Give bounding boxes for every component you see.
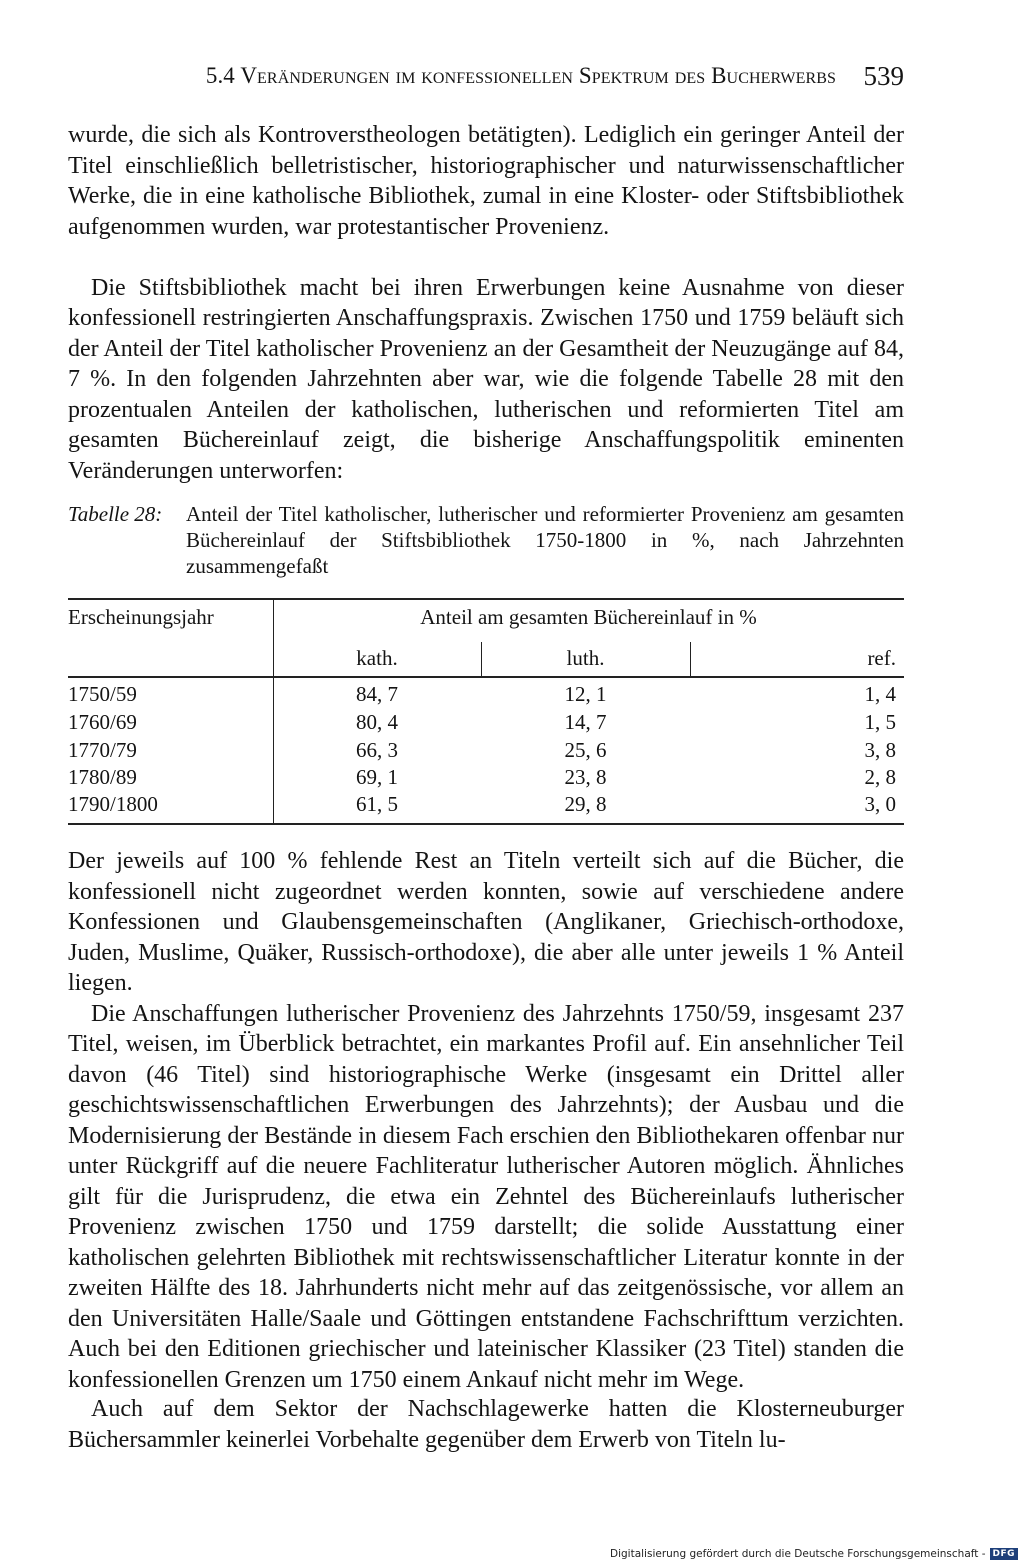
table-cell-ref: 1, 4	[864, 682, 896, 706]
table-cell-kath: 69, 1	[356, 765, 398, 789]
paragraph-3: Der jeweils auf 100 % fehlende Rest an Titeln verteilt sich auf die Bücher, die konfessionell nicht zugeordnet werden konnten, sowie auf verschiedene andere Konfessionen und Glaubensgemeinschaften (Anglikaner, Griechisch-orthodoxe, Juden, Muslime, Quäker, Russisch-orthodoxe), die aber alle unter jeweils 1 % Anteil liegen.	[68, 848, 904, 996]
table-cell-luth: 25, 6	[564, 738, 607, 762]
table-caption-text: Anteil der Titel katholischer, lutherischer und reformierter Provenienz am gesamten Büchereinlauf der Stiftsbibliothek 1750-1800 in %, nach Jahrzehnten zusammengefaßt	[186, 502, 904, 578]
subheader-kath: kath.	[356, 646, 398, 670]
table-cell-luth: 29, 8	[564, 792, 607, 816]
paragraph-2: Die Stiftsbibliothek macht bei ihren Erwerbungen keine Ausnahme von dieser konfessionell restringierten Anschaffungspraxis. Zwischen 1750 und 1759 beläuft sich der Anteil der Titel katholischer Provenienz an der Gesamtheit der Neuzugänge auf 84, 7 %. In den folgenden Jahrzehnten aber war, wie die folgende Tabelle 28 mit den prozentualen Anteilen der katholischen, lutherischen und reformierten Titel am gesamten Büchereinlauf zeigt, die bisherige Anschaffungspolitik eminenten Veränderungen unterworfen:	[68, 274, 904, 484]
subheader-ref: ref.	[867, 646, 896, 670]
table-cell-year: 1790/1800	[68, 792, 158, 816]
table-cell-kath: 66, 3	[356, 738, 398, 762]
table-cell-luth: 23, 8	[564, 765, 607, 789]
table-header-rule	[68, 676, 904, 678]
column-header-year: Erscheinungsjahr	[68, 605, 214, 629]
column-header-share: Anteil am gesamten Büchereinlauf in %	[420, 605, 757, 629]
paragraph-5: Auch auf dem Sektor der Nachschlagewerke hatten die Klosterneuburger Büchersammler keinerlei Vorbehalte gegenüber dem Erwerb von Titeln lu-	[68, 1396, 904, 1453]
subheader-luth: luth.	[566, 646, 605, 670]
running-head-title: 5.4 Veränderungen im konfessionellen Spektrum des Bucherwerbs	[205, 63, 836, 88]
table-cell-ref: 1, 5	[864, 710, 896, 734]
paragraph-1: wurde, die sich als Kontroverstheologen betätigten). Lediglich ein geringer Anteil der Titel einschließlich belletristischer, historiographischer und naturwissenschaftlicher Werke, die in eine katholische Bibliothek, zumal in eine Kloster- oder Stiftsbibliothek aufgenommen wurden, war protestantischer Provenienz.	[68, 122, 904, 240]
table-cell-year: 1750/59	[68, 682, 137, 706]
running-head	[68, 60, 904, 92]
table-cell-kath: 80, 4	[356, 710, 398, 734]
page-number: 539	[863, 61, 904, 91]
table-cell-ref: 3, 0	[864, 792, 896, 816]
digitization-footer	[610, 1548, 1018, 1560]
paragraph-4: Die Anschaffungen lutherischer Provenienz des Jahrzehnts 1750/59, insgesamt 237 Titel, weisen, im Überblick betrachtet, ein markantes Profil auf. Ein ansehnlicher Teil davon (46 Titel) sind historiographische Werke (insgesamt ein Drittel aller geschichtswissenschaftlichen Erwerbungen des Jahrzehnts); der Ausbau und die Modernisierung der Bestände in diesem Fach erschien den Bibliothekaren offenbar nur unter Rückgriff auf die neuere Fachliteratur lutherischer Autoren möglich. Ähnliches gilt für die Jurisprudenz, die etwa ein Zehntel des Büchereinlaufs lutherischer Provenienz zwischen 1750 und 1759 darstellt; die solide Ausstattung einer katholischen gelehrten Bibliothek mit rechtswissenschaftlicher Literatur konnte in der zweiten Hälfte des 18. Jahrhunderts nicht mehr auf das zeitgenössische, vor allem an den Universitäten Halle/Saale und Göttingen entstandene Fachschrifttum verzichten. Auch bei den Editionen griechischer und lateinischer Klassiker (23 Titel) standen die konfessionellen Grenzen um 1750 einem Ankauf nicht mehr im Wege.	[68, 1000, 904, 1393]
table-cell-luth: 14, 7	[564, 710, 607, 734]
table-top-rule	[68, 598, 904, 600]
table-cell-luth: 12, 1	[564, 682, 607, 706]
table-cell-ref: 3, 8	[864, 738, 896, 762]
table-bottom-rule	[68, 823, 904, 825]
table-cell-ref: 2, 8	[864, 765, 896, 789]
table-cell-year: 1760/69	[68, 710, 137, 734]
table-cell-kath: 61, 5	[356, 792, 398, 816]
footer-text: Digitalisierung gefördert durch die Deutsche Forschungsgemeinschaft -	[610, 1548, 986, 1560]
dfg-logo: DFG	[990, 1548, 1018, 1560]
table-cell-year: 1780/89	[68, 765, 137, 789]
table-cell-kath: 84, 7	[356, 682, 398, 706]
table-caption-label: Tabelle 28:	[68, 502, 163, 526]
table-cell-year: 1770/79	[68, 738, 137, 762]
